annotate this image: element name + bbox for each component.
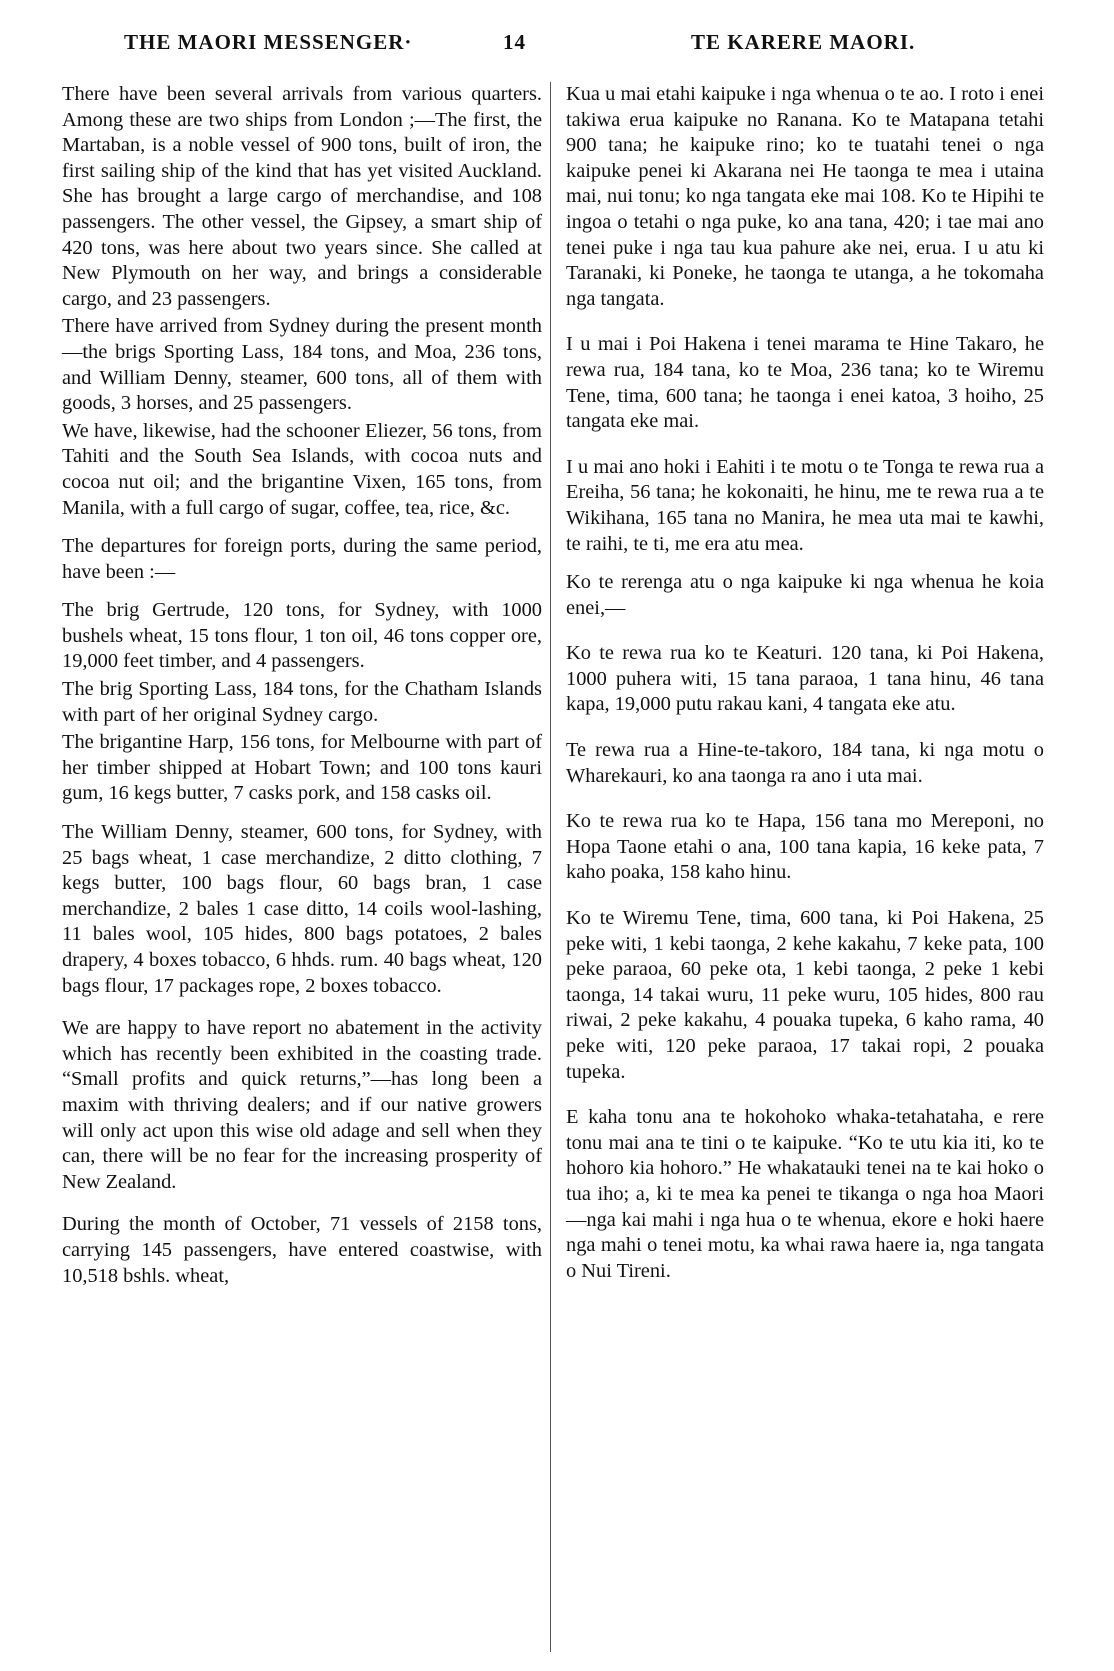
page-number: 14 <box>503 30 526 54</box>
english-paragraph-william-denny: The William Denny, steamer, 600 tons, for Sydney, with 25 bags wheat, 1 case merchandize, 2 ditto clothing, 7 kegs butter, 100 bags flour, 60 bags bran, 1 case merchandize, 2 bales 1 case ditto, 14 coils wool-lashing, 11 bales wool, 105 hides, 800 bags potatoes, 2 bales drapery, 4 boxes tobacco, 6 hhds. rum. 40 bags wheat, 120 bags flour, 17 packages rope, 2 boxes tobacco. <box>62 821 542 997</box>
maori-paragraph-schooner-brigantine: I u mai ano hoki i Eahiti i te motu o te Tonga te rewa rua a Ereiha, 56 tana; he kokonaiti, he hinu, me te rewa rua a te Wikihana, 165 tana no Manira, he mea uta mai te kawhi, te raihi, te ti, me era atu mea. <box>566 455 1044 555</box>
english-paragraph-arrivals-london: There have been several arrivals from various quarters. Among these are two ships from London ;—The first, the Martaban, is a noble vessel of 900 tons, built of iron, the first sailing ship of the kind that has yet visited Auckland. She has brought a large cargo of merchandise, and 108 passengers. The other vessel, the Gipsey, a smart ship of 420 tons, was here about two years since. She called at New Plymouth on her way, and brings a considerable cargo, and 23 passengers. <box>62 83 542 310</box>
maori-masthead: TE KARERE MAORI. <box>691 30 916 54</box>
english-masthead: THE MAORI MESSENGER· <box>124 30 413 54</box>
english-paragraph-departures-intro: The departures for foreign ports, during the same period, have been :— <box>62 535 542 583</box>
maori-paragraph-arrivals-sydney: I u mai i Poi Hakena i tenei marama te Hine Takaro, he rewa rua, 184 tana, ko te Moa, 236 tana; ko te Wiremu Tene, tima, 600 tana; he taonga i enei katoa, 3 hoiho, 25 tangata eke mai. <box>566 333 1044 433</box>
english-paragraph-coasting-trade: We are happy to have report no abatement in the activity which has recently been exhibited in the coasting trade. “Small profits and quick returns,”—has long been a maxim with thriving dealers; and if our native growers will only act upon this wise old adage and sell when they can, there will be no fear for the increasing prosperity of New Zealand. <box>62 1017 542 1193</box>
page-header <box>110 30 990 60</box>
maori-paragraph-departures-intro: Ko te rerenga atu o nga kaipuke ki nga whenua he koia enei,— <box>566 571 1044 619</box>
english-paragraph-october: During the month of October, 71 vessels of 2158 tons, carrying 145 passengers, have entered coastwise, with 10,518 bshls. wheat, <box>62 1213 542 1287</box>
maori-paragraph-arrivals-london: Kua u mai etahi kaipuke i nga whenua o te ao. I roto i enei takiwa erua kaipuke no Ranana. Ko te Matapana tetahi 900 tana; he kaipuke rino; ko te tuatahi tenei o nga kaipuke penei ki Akarana nei He taonga te mea i utaina mai, nui tonu; ko nga tangata eke mai 108. Ko te Hipihi te ingoa o tetahi o nga puke, ko ana tana, 420; i tae mai ano tenei puke i nga tau kua pahure ake nei, erua. I u atu ki Taranaki, ki Poneke, he taonga te utanga, a he tokomaha nga tangata. <box>566 83 1044 310</box>
english-paragraph-harp: The brigantine Harp, 156 tons, for Melbourne with part of her timber shipped at Hobart Town; and 100 tons kauri gum, 16 kegs butter, 7 casks pork, and 158 casks oil. <box>62 731 542 805</box>
maori-column <box>566 82 1044 1284</box>
column-divider <box>550 82 551 1652</box>
maori-paragraph-sporting-lass: Te rewa rua a Hine-te-takoro, 184 tana, ki nga motu o Wharekauri, ko ana taonga ra ano i uta mai. <box>566 739 1044 787</box>
maori-paragraph-william-denny: Ko te Wiremu Tene, tima, 600 tana, ki Poi Hakena, 25 peke witi, 1 kebi taonga, 2 kehe kakahu, 7 keke pata, 100 peke paraoa, 60 peke ota, 1 kebi taonga, 2 peke 1 kebi taonga, 14 takai wuru, 11 peke wuru, 105 hides, 800 rau riwai, 2 peke kakahu, 4 pouaka tupeka, 6 kaho rama, 40 peke witi, 120 peke paraoa, 17 takai ropi, 2 pouaka tupeka. <box>566 907 1044 1083</box>
english-paragraph-sporting-lass: The brig Sporting Lass, 184 tons, for the Chatham Islands with part of her original Sydney cargo. <box>62 678 542 726</box>
maori-paragraph-harp: Ko te rewa rua ko te Hapa, 156 tana mo Mereponi, no Hopa Taone etahi o ana, 100 tana kapia, 16 keke pata, 7 kaho poaka, 158 kaho hinu. <box>566 810 1044 884</box>
maori-paragraph-gertrude: Ko te rewa rua ko te Keaturi. 120 tana, ki Poi Hakena, 1000 puhera witi, 15 tana paraoa, 1 tana hinu, 46 tana kapa, 19,000 putu rakau kani, 4 tangata eke atu. <box>566 642 1044 716</box>
english-paragraph-gertrude: The brig Gertrude, 120 tons, for Sydney, with 1000 bushels wheat, 15 tons flour, 1 ton oil, 46 tons copper ore, 19,000 feet timber, and 4 passengers. <box>62 599 542 673</box>
maori-paragraph-coasting-trade: E kaha tonu ana te hokohoko whaka-tetahataha, e rere tonu mai ana te tini o te kaipuke. “Ko te utu kia iti, ko te hohoro kia hohoro.” He whakatauki tenei na te kai hoko o tua iho; a, ki te mea ka penei te tikanga o nga hoa Maori—nga kai mahi i nga hua o te whenua, ekore e hoki haere nga mahi o tenei motu, ka whai rawa haere ia, nga tangata o Nui Tireni. <box>566 1106 1044 1282</box>
english-paragraph-arrivals-sydney: There have arrived from Sydney during the present month—the brigs Sporting Lass, 184 tons, and Moa, 236 tons, and William Denny, steamer, 600 tons, all of them with goods, 3 horses, and 25 passengers. <box>62 315 542 415</box>
english-column <box>62 82 542 1289</box>
english-paragraph-schooner-brigantine: We have, likewise, had the schooner Eliezer, 56 tons, from Tahiti and the South Sea Islands, with cocoa nuts and cocoa nut oil; and the brigantine Vixen, 165 tons, from Manila, with a full cargo of sugar, coffee, tea, rice, &c. <box>62 419 542 519</box>
